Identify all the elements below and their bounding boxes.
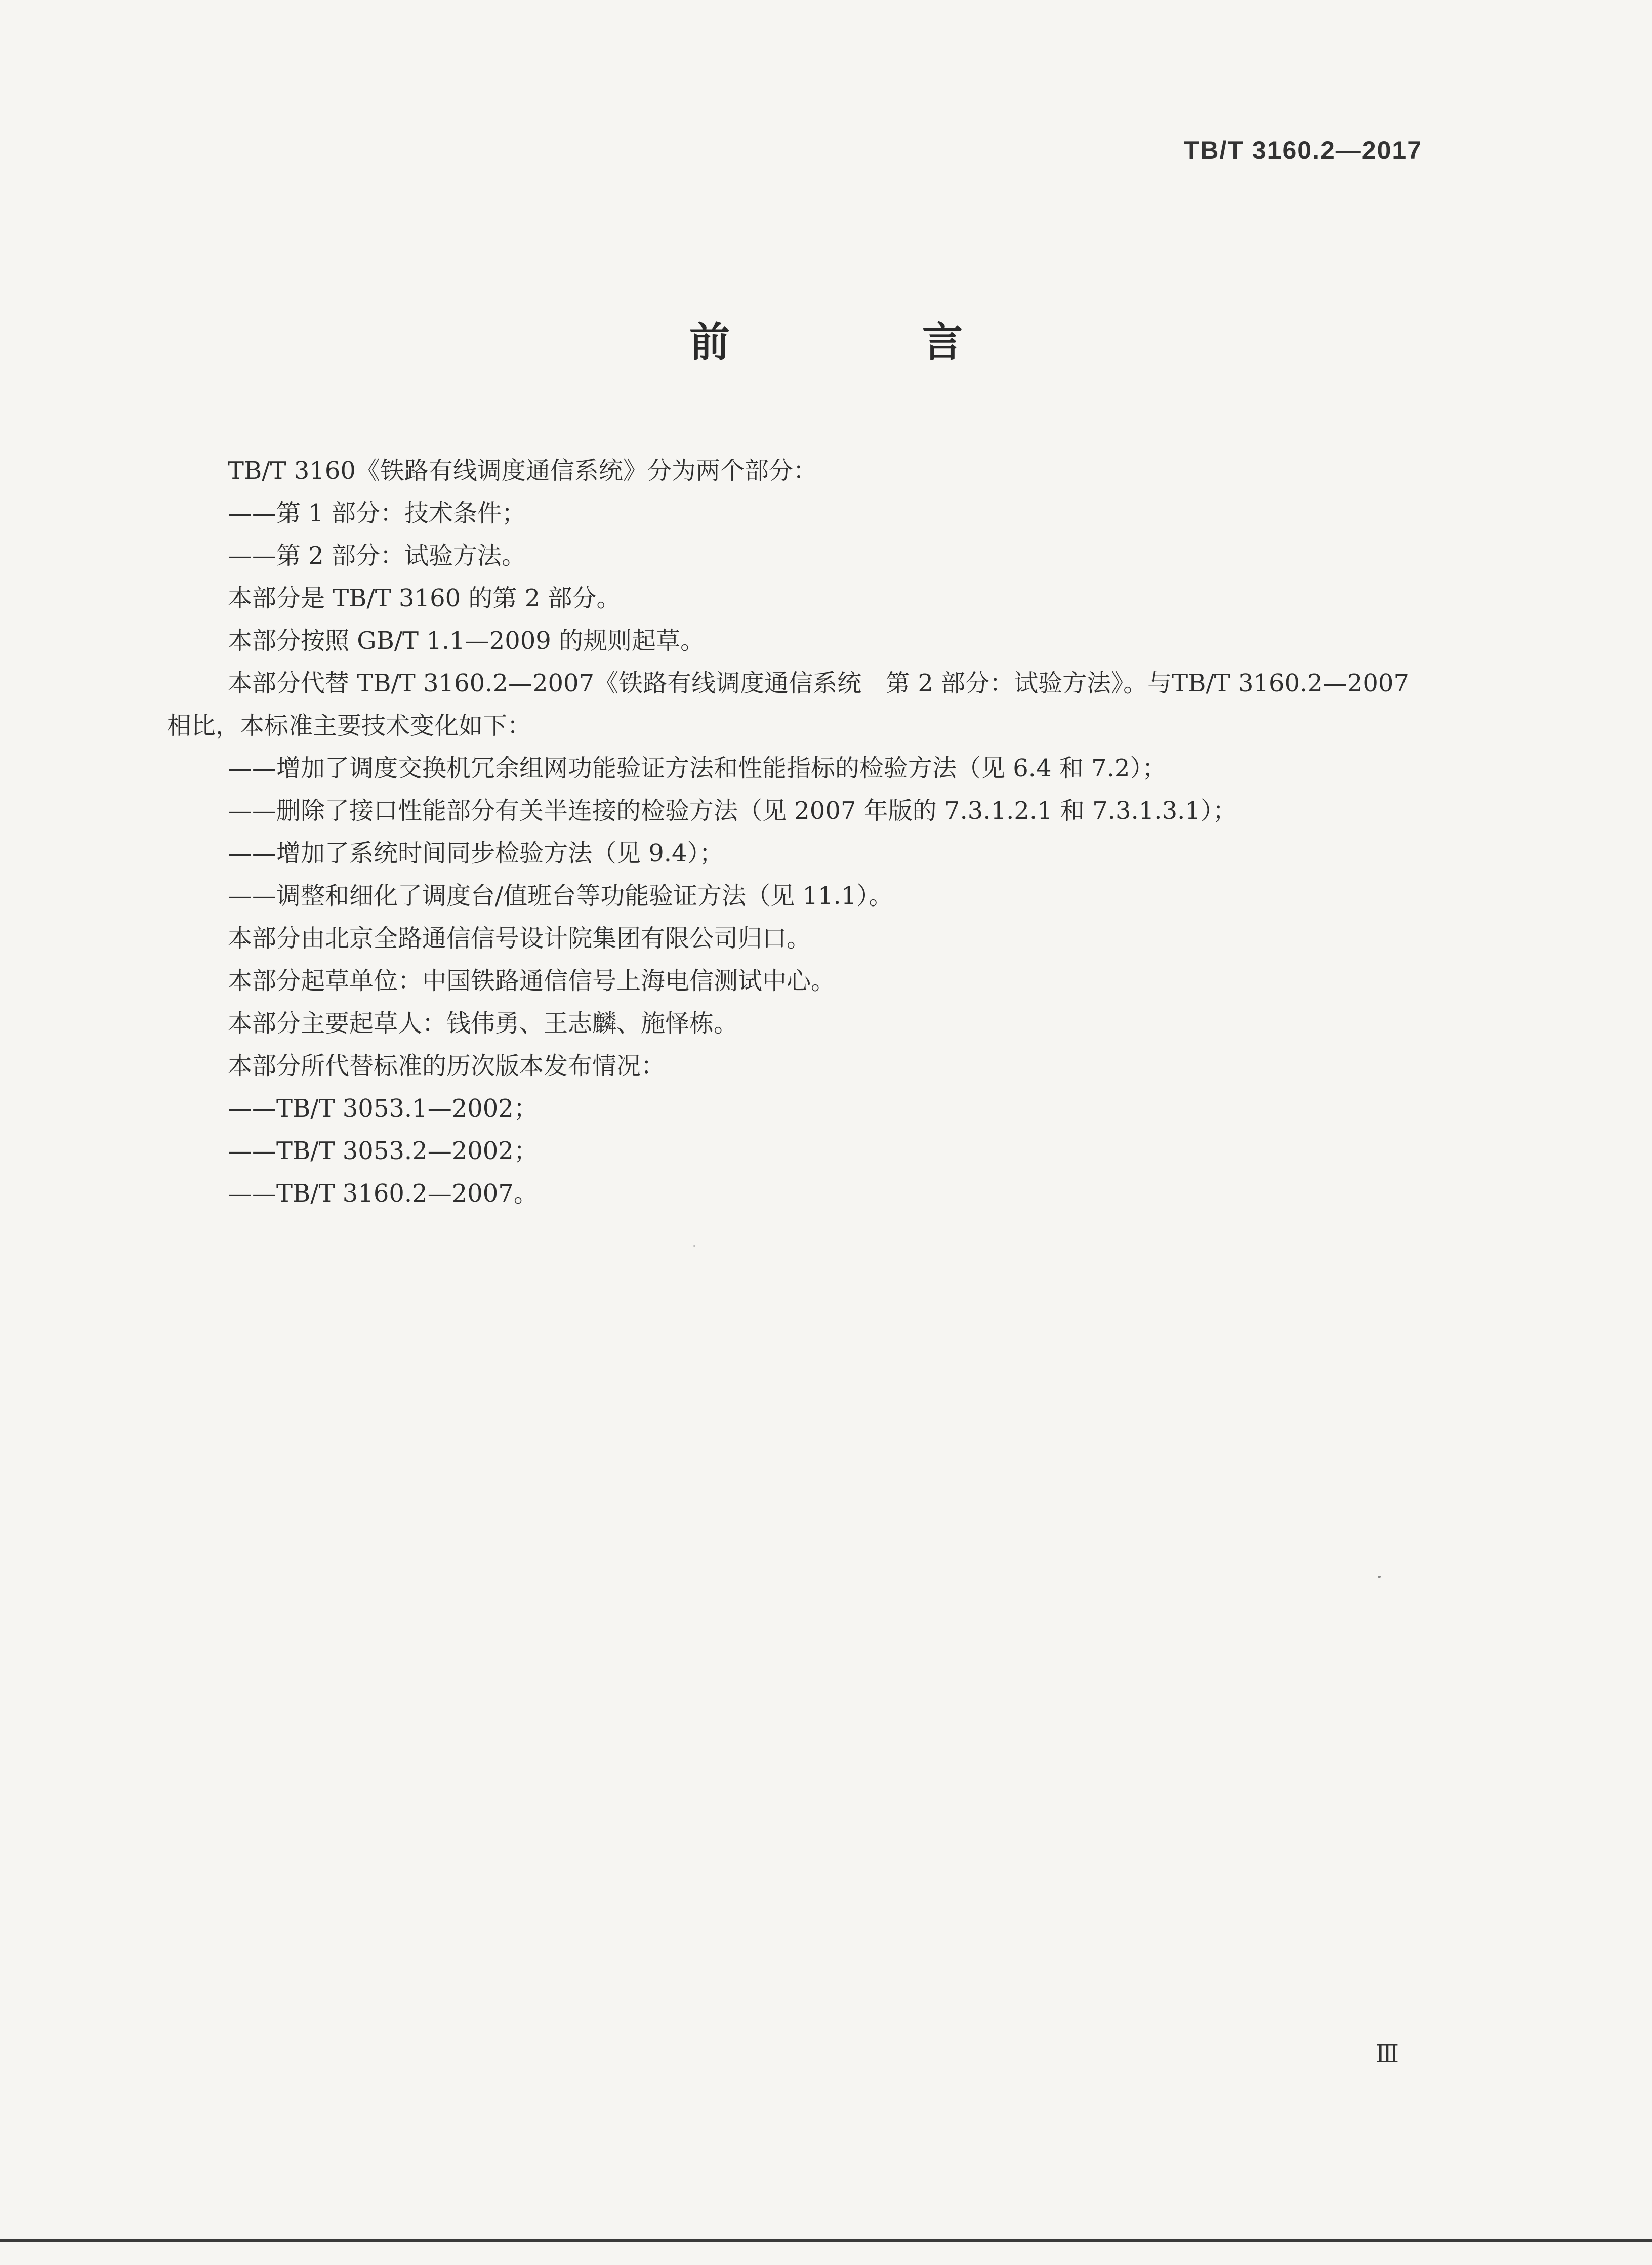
history-item-3: ——TB/T 3160.2—2007。 bbox=[228, 1179, 538, 1208]
history-item-1: ——TB/T 3053.1—2002； bbox=[228, 1094, 538, 1123]
paragraph-3: 本部分按照 GB/T 1.1—2009 的规则起草。 bbox=[228, 627, 705, 655]
paragraph-6: 本部分起草单位：中国铁路通信信号上海电信测试中心。 bbox=[228, 967, 836, 995]
page-title: 前 言 bbox=[689, 319, 1039, 366]
list-item-part-1: ——第 1 部分：技术条件； bbox=[228, 499, 526, 527]
paragraph-8: 本部分所代替标准的历次版本发布情况： bbox=[228, 1052, 666, 1080]
bottom-border bbox=[0, 2239, 1652, 2242]
history-item-2: ——TB/T 3053.2—2002； bbox=[228, 1137, 538, 1165]
scan-speck bbox=[1378, 1576, 1381, 1578]
page-number: Ⅲ bbox=[1375, 2041, 1399, 2068]
paragraph-5: 本部分由北京全路通信信号设计院集团有限公司归口。 bbox=[228, 924, 811, 953]
paragraph-7: 本部分主要起草人：钱伟勇、王志麟、施怿栋。 bbox=[228, 1009, 738, 1038]
paragraph-2: 本部分是 TB/T 3160 的第 2 部分。 bbox=[228, 584, 621, 612]
standard-code-header: TB/T 3160.2—2017 bbox=[1183, 136, 1422, 164]
change-item-4: ——调整和细化了调度台/值班台等功能验证方法（见 11.1）。 bbox=[228, 882, 893, 910]
scan-speck bbox=[693, 1245, 695, 1247]
list-item-part-2: ——第 2 部分：试验方法。 bbox=[228, 542, 526, 570]
paragraph-4-continued: 相比，本标准主要技术变化如下： bbox=[167, 712, 532, 740]
change-item-3: ——增加了系统时间同步检验方法（见 9.4）； bbox=[228, 839, 724, 868]
paragraph-1: TB/T 3160《铁路有线调度通信系统》分为两个部分： bbox=[228, 457, 817, 485]
paragraph-4: 本部分代替 TB/T 3160.2—2007《铁路有线调度通信系统 第 2 部分：试验方法》。与TB/T 3160.2—2007 bbox=[228, 669, 1410, 697]
change-item-1: ——增加了调度交换机冗余组网功能验证方法和性能指标的检验方法（见 6.4 和 7.2）； bbox=[228, 754, 1167, 783]
change-item-2: ——删除了接口性能部分有关半连接的检验方法（见 2007 年版的 7.3.1.2.1 和 7.3.1.3.1）； bbox=[228, 797, 1237, 825]
